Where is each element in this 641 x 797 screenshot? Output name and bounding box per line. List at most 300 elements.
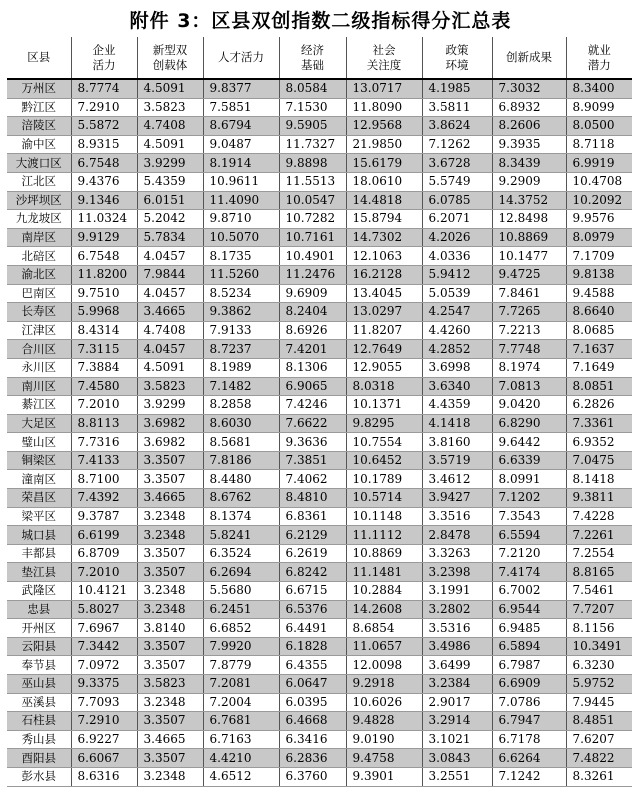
table-header-row xyxy=(7,37,632,80)
score-cell: 7.3115 xyxy=(71,340,137,359)
score-cell: 9.8898 xyxy=(279,154,346,173)
score-cell: 3.1991 xyxy=(422,582,492,601)
score-cell: 4.0457 xyxy=(137,340,203,359)
score-cell: 9.3935 xyxy=(492,135,566,154)
score-cell: 7.2010 xyxy=(71,563,137,582)
score-cell: 14.3752 xyxy=(492,191,566,210)
score-cell: 7.7748 xyxy=(492,340,566,359)
score-cell: 7.6967 xyxy=(71,619,137,638)
score-cell: 8.0851 xyxy=(566,377,632,396)
score-cell: 10.2884 xyxy=(346,582,422,601)
score-cell: 9.3811 xyxy=(566,489,632,508)
score-cell: 3.2348 xyxy=(137,526,203,545)
table-row xyxy=(7,712,632,731)
score-cell: 5.2042 xyxy=(137,210,203,229)
score-cell: 4.0457 xyxy=(137,247,203,266)
district-name-cell: 梁平区 xyxy=(7,507,71,526)
table-row xyxy=(7,544,632,563)
score-cell: 11.7327 xyxy=(279,135,346,154)
column-header xyxy=(346,37,422,80)
score-cell: 7.6622 xyxy=(279,414,346,433)
score-cell: 7.0972 xyxy=(71,656,137,675)
score-cell: 5.5872 xyxy=(71,117,137,136)
score-cell: 6.0395 xyxy=(279,693,346,712)
district-name-cell: 荣昌区 xyxy=(7,489,71,508)
score-cell: 11.5260 xyxy=(203,265,279,284)
score-cell: 8.6316 xyxy=(71,767,137,786)
score-cell: 6.6715 xyxy=(279,582,346,601)
score-cell: 10.7282 xyxy=(279,210,346,229)
district-name-cell: 合川区 xyxy=(7,340,71,359)
score-cell: 3.3507 xyxy=(137,544,203,563)
table-row xyxy=(7,749,632,768)
table-row xyxy=(7,507,632,526)
score-cell: 3.2398 xyxy=(422,563,492,582)
district-name-cell: 秀山县 xyxy=(7,730,71,749)
score-cell: 3.2348 xyxy=(137,582,203,601)
score-cell: 9.3636 xyxy=(279,433,346,452)
district-name-cell: 綦江区 xyxy=(7,396,71,415)
district-name-cell: 沙坪坝区 xyxy=(7,191,71,210)
score-cell: 7.3442 xyxy=(71,637,137,656)
score-cell: 8.2404 xyxy=(279,303,346,322)
score-cell: 13.4045 xyxy=(346,284,422,303)
score-cell: 5.9752 xyxy=(566,675,632,694)
score-cell: 8.1418 xyxy=(566,470,632,489)
score-cell: 8.4810 xyxy=(279,489,346,508)
score-cell: 11.1112 xyxy=(346,526,422,545)
district-name-cell: 北碚区 xyxy=(7,247,71,266)
score-cell: 8.5681 xyxy=(203,433,279,452)
score-cell: 8.0500 xyxy=(566,117,632,136)
table-row xyxy=(7,377,632,396)
score-cell: 8.7774 xyxy=(71,79,137,98)
column-header xyxy=(279,37,346,80)
score-cell: 9.6442 xyxy=(492,433,566,452)
table-row xyxy=(7,265,632,284)
score-cell: 3.2348 xyxy=(137,600,203,619)
score-cell: 8.9099 xyxy=(566,98,632,117)
table-row xyxy=(7,79,632,98)
table-row xyxy=(7,135,632,154)
score-cell: 6.6199 xyxy=(71,526,137,545)
score-cell: 6.2694 xyxy=(203,563,279,582)
score-cell: 6.4355 xyxy=(279,656,346,675)
score-cell: 11.8207 xyxy=(346,321,422,340)
score-cell: 3.2914 xyxy=(422,712,492,731)
score-cell: 9.5905 xyxy=(279,117,346,136)
score-cell: 8.1735 xyxy=(203,247,279,266)
table-row xyxy=(7,656,632,675)
table-row xyxy=(7,321,632,340)
score-cell: 8.8165 xyxy=(566,563,632,582)
score-cell: 6.7947 xyxy=(492,712,566,731)
table-row xyxy=(7,563,632,582)
score-cell: 7.0475 xyxy=(566,451,632,470)
score-cell: 3.5823 xyxy=(137,98,203,117)
score-cell: 7.1637 xyxy=(566,340,632,359)
score-cell: 3.9299 xyxy=(137,154,203,173)
score-cell: 4.5091 xyxy=(137,135,203,154)
score-cell: 3.4986 xyxy=(422,637,492,656)
score-cell: 15.6179 xyxy=(346,154,422,173)
score-cell: 3.3507 xyxy=(137,451,203,470)
score-cell: 7.1482 xyxy=(203,377,279,396)
column-header-line: 创新成果 xyxy=(506,50,552,64)
score-cell: 3.9427 xyxy=(422,489,492,508)
score-cell: 7.9920 xyxy=(203,637,279,656)
score-cell: 8.1156 xyxy=(566,619,632,638)
score-cell: 7.2081 xyxy=(203,675,279,694)
score-cell: 10.4901 xyxy=(279,247,346,266)
score-cell: 9.8138 xyxy=(566,265,632,284)
district-name-cell: 黔江区 xyxy=(7,98,71,117)
score-cell: 7.4822 xyxy=(566,749,632,768)
score-cell: 8.4314 xyxy=(71,321,137,340)
score-cell: 8.9315 xyxy=(71,135,137,154)
score-cell: 10.7554 xyxy=(346,433,422,452)
score-cell: 9.8295 xyxy=(346,414,422,433)
district-name-cell: 璧山区 xyxy=(7,433,71,452)
score-cell: 9.0487 xyxy=(203,135,279,154)
score-cell: 6.8242 xyxy=(279,563,346,582)
score-cell: 8.1374 xyxy=(203,507,279,526)
score-cell: 3.5719 xyxy=(422,451,492,470)
score-cell: 7.3543 xyxy=(492,507,566,526)
score-cell: 7.4174 xyxy=(492,563,566,582)
table-row xyxy=(7,340,632,359)
district-name-cell: 彭水县 xyxy=(7,767,71,786)
score-cell: 8.8113 xyxy=(71,414,137,433)
score-cell: 7.6207 xyxy=(566,730,632,749)
score-cell: 12.9568 xyxy=(346,117,422,136)
score-cell: 4.4359 xyxy=(422,396,492,415)
score-cell: 7.4246 xyxy=(279,396,346,415)
score-cell: 6.6909 xyxy=(492,675,566,694)
score-cell: 3.6340 xyxy=(422,377,492,396)
score-cell: 10.5714 xyxy=(346,489,422,508)
score-cell: 3.9299 xyxy=(137,396,203,415)
score-cell: 7.0813 xyxy=(492,377,566,396)
score-cell: 5.8241 xyxy=(203,526,279,545)
score-cell: 8.0991 xyxy=(492,470,566,489)
score-cell: 8.3400 xyxy=(566,79,632,98)
score-cell: 3.6499 xyxy=(422,656,492,675)
district-name-cell: 垫江县 xyxy=(7,563,71,582)
score-cell: 8.0685 xyxy=(566,321,632,340)
score-cell: 9.4588 xyxy=(566,284,632,303)
score-cell: 11.8200 xyxy=(71,265,137,284)
score-cell: 18.0610 xyxy=(346,172,422,191)
score-cell: 3.0843 xyxy=(422,749,492,768)
score-cell: 3.2551 xyxy=(422,767,492,786)
score-cell: 7.2554 xyxy=(566,544,632,563)
score-cell: 3.3507 xyxy=(137,637,203,656)
table-row xyxy=(7,451,632,470)
score-cell: 9.2909 xyxy=(492,172,566,191)
score-cell: 7.7207 xyxy=(566,600,632,619)
table-row xyxy=(7,98,632,117)
score-cell: 3.3507 xyxy=(137,749,203,768)
score-cell: 3.3507 xyxy=(137,656,203,675)
score-cell: 9.4376 xyxy=(71,172,137,191)
score-cell: 7.9445 xyxy=(566,693,632,712)
score-cell: 6.7548 xyxy=(71,247,137,266)
score-cell: 3.2348 xyxy=(137,693,203,712)
table-row xyxy=(7,433,632,452)
column-header-line: 经济 xyxy=(301,42,324,57)
score-cell: 6.2836 xyxy=(279,749,346,768)
score-cell: 12.8498 xyxy=(492,210,566,229)
score-cell: 10.3491 xyxy=(566,637,632,656)
score-cell: 8.1974 xyxy=(492,358,566,377)
district-name-cell: 九龙坡区 xyxy=(7,210,71,229)
score-cell: 9.8377 xyxy=(203,79,279,98)
score-cell: 7.2004 xyxy=(203,693,279,712)
district-name-cell: 开州区 xyxy=(7,619,71,638)
score-cell: 10.5070 xyxy=(203,228,279,247)
score-cell: 6.7163 xyxy=(203,730,279,749)
score-cell: 4.2547 xyxy=(422,303,492,322)
district-name-cell: 酉阳县 xyxy=(7,749,71,768)
score-cell: 8.0979 xyxy=(566,228,632,247)
score-cell: 9.9129 xyxy=(71,228,137,247)
score-cell: 3.4612 xyxy=(422,470,492,489)
score-cell: 7.9133 xyxy=(203,321,279,340)
score-cell: 5.5680 xyxy=(203,582,279,601)
score-cell: 7.1649 xyxy=(566,358,632,377)
score-cell: 7.4580 xyxy=(71,377,137,396)
score-cell: 6.7178 xyxy=(492,730,566,749)
score-cell: 8.4851 xyxy=(566,712,632,731)
district-name-cell: 石柱县 xyxy=(7,712,71,731)
score-cell: 7.0786 xyxy=(492,693,566,712)
score-cell: 3.3516 xyxy=(422,507,492,526)
score-cell: 6.6339 xyxy=(492,451,566,470)
score-cell: 8.6854 xyxy=(346,619,422,638)
score-cell: 6.7002 xyxy=(492,582,566,601)
column-header-line: 基础 xyxy=(301,57,324,72)
score-cell: 5.9412 xyxy=(422,265,492,284)
score-cell: 3.5316 xyxy=(422,619,492,638)
score-cell: 3.5823 xyxy=(137,377,203,396)
score-cell: 7.7093 xyxy=(71,693,137,712)
score-cell: 10.6452 xyxy=(346,451,422,470)
score-cell: 7.1709 xyxy=(566,247,632,266)
score-cell: 6.5376 xyxy=(279,600,346,619)
district-name-cell: 涪陵区 xyxy=(7,117,71,136)
score-cell: 6.7987 xyxy=(492,656,566,675)
score-cell: 7.3851 xyxy=(279,451,346,470)
column-header-line: 人才活力 xyxy=(218,50,264,64)
score-cell: 11.1481 xyxy=(346,563,422,582)
score-cell: 10.1789 xyxy=(346,470,422,489)
score-cell: 7.3361 xyxy=(566,414,632,433)
score-cell: 6.2451 xyxy=(203,600,279,619)
score-cell: 13.0717 xyxy=(346,79,422,98)
column-header-line: 创载体 xyxy=(152,57,188,72)
score-cell: 10.7161 xyxy=(279,228,346,247)
score-cell: 10.0547 xyxy=(279,191,346,210)
score-cell: 6.8709 xyxy=(71,544,137,563)
score-cell: 8.7237 xyxy=(203,340,279,359)
district-name-cell: 长寿区 xyxy=(7,303,71,322)
column-header xyxy=(492,37,566,80)
score-cell: 3.4665 xyxy=(137,730,203,749)
score-cell: 8.4480 xyxy=(203,470,279,489)
table-row xyxy=(7,582,632,601)
district-name-cell: 万州区 xyxy=(7,79,71,98)
score-cell: 3.3263 xyxy=(422,544,492,563)
score-cell: 11.0324 xyxy=(71,210,137,229)
table-row xyxy=(7,693,632,712)
score-cell: 9.3375 xyxy=(71,675,137,694)
table-row xyxy=(7,191,632,210)
score-cell: 6.8932 xyxy=(492,98,566,117)
score-cell: 7.2261 xyxy=(566,526,632,545)
score-cell: 6.7681 xyxy=(203,712,279,731)
district-name-cell: 巴南区 xyxy=(7,284,71,303)
score-cell: 4.2852 xyxy=(422,340,492,359)
district-name-cell: 云阳县 xyxy=(7,637,71,656)
district-name-cell: 奉节县 xyxy=(7,656,71,675)
score-cell: 12.9055 xyxy=(346,358,422,377)
column-header-line: 就业 xyxy=(587,42,611,57)
table-row xyxy=(7,117,632,136)
score-cell: 6.8361 xyxy=(279,507,346,526)
score-cell: 8.2858 xyxy=(203,396,279,415)
score-cell: 11.5513 xyxy=(279,172,346,191)
score-cell: 7.3032 xyxy=(492,79,566,98)
score-cell: 7.2120 xyxy=(492,544,566,563)
score-cell: 6.4491 xyxy=(279,619,346,638)
district-name-cell: 永川区 xyxy=(7,358,71,377)
score-cell: 6.0647 xyxy=(279,675,346,694)
score-cell: 6.6852 xyxy=(203,619,279,638)
column-header xyxy=(7,37,71,80)
score-cell: 8.6926 xyxy=(279,321,346,340)
score-cell: 9.9576 xyxy=(566,210,632,229)
score-cell: 8.6762 xyxy=(203,489,279,508)
score-cell: 4.7408 xyxy=(137,117,203,136)
score-cell: 6.0785 xyxy=(422,191,492,210)
table-row xyxy=(7,284,632,303)
score-cell: 8.6640 xyxy=(566,303,632,322)
score-cell: 9.7510 xyxy=(71,284,137,303)
score-cell: 8.3439 xyxy=(492,154,566,173)
score-cell: 10.1148 xyxy=(346,507,422,526)
score-cell: 8.3261 xyxy=(566,767,632,786)
score-cell: 9.3862 xyxy=(203,303,279,322)
column-header xyxy=(422,37,492,80)
table-row xyxy=(7,396,632,415)
score-cell: 3.4665 xyxy=(137,489,203,508)
score-cell: 6.7548 xyxy=(71,154,137,173)
score-cell: 10.8869 xyxy=(346,544,422,563)
score-cell: 6.6264 xyxy=(492,749,566,768)
score-cell: 5.8027 xyxy=(71,600,137,619)
score-cell: 8.2606 xyxy=(492,117,566,136)
score-cell: 6.1828 xyxy=(279,637,346,656)
score-cell: 15.8794 xyxy=(346,210,422,229)
score-cell: 3.5823 xyxy=(137,675,203,694)
district-name-cell: 潼南区 xyxy=(7,470,71,489)
score-cell: 8.1306 xyxy=(279,358,346,377)
score-cell: 3.3507 xyxy=(137,712,203,731)
score-cell: 6.6067 xyxy=(71,749,137,768)
column-header-line: 政策 xyxy=(445,42,469,57)
score-cell: 7.1530 xyxy=(279,98,346,117)
score-cell: 4.2026 xyxy=(422,228,492,247)
score-cell: 7.4228 xyxy=(566,507,632,526)
score-cell: 12.0098 xyxy=(346,656,422,675)
score-cell: 8.6030 xyxy=(203,414,279,433)
score-cell: 4.0336 xyxy=(422,247,492,266)
score-cell: 6.4668 xyxy=(279,712,346,731)
table-row xyxy=(7,675,632,694)
score-cell: 6.2826 xyxy=(566,396,632,415)
score-cell: 7.1242 xyxy=(492,767,566,786)
table-body xyxy=(7,79,632,786)
district-name-cell: 大足区 xyxy=(7,414,71,433)
score-cell: 7.3884 xyxy=(71,358,137,377)
score-cell: 10.8869 xyxy=(492,228,566,247)
score-cell: 3.2802 xyxy=(422,600,492,619)
table-row xyxy=(7,210,632,229)
score-cell: 9.4828 xyxy=(346,712,422,731)
score-cell: 6.0151 xyxy=(137,191,203,210)
score-cell: 3.8624 xyxy=(422,117,492,136)
score-cell: 9.0190 xyxy=(346,730,422,749)
table-row xyxy=(7,358,632,377)
score-cell: 9.3901 xyxy=(346,767,422,786)
score-cell: 10.9611 xyxy=(203,172,279,191)
district-name-cell: 江北区 xyxy=(7,172,71,191)
score-cell: 11.0657 xyxy=(346,637,422,656)
score-cell: 12.1063 xyxy=(346,247,422,266)
score-cell: 11.2476 xyxy=(279,265,346,284)
score-cell: 8.0318 xyxy=(346,377,422,396)
score-cell: 9.4758 xyxy=(346,749,422,768)
score-cell: 8.7100 xyxy=(71,470,137,489)
score-cell: 9.6909 xyxy=(279,284,346,303)
score-cell: 10.6026 xyxy=(346,693,422,712)
score-cell: 6.9485 xyxy=(492,619,566,638)
score-cell: 7.4392 xyxy=(71,489,137,508)
score-cell: 8.1989 xyxy=(203,358,279,377)
score-cell: 14.7302 xyxy=(346,228,422,247)
score-cell: 7.2910 xyxy=(71,712,137,731)
column-header-line: 潜力 xyxy=(587,57,611,72)
district-name-cell: 南川区 xyxy=(7,377,71,396)
score-cell: 7.2910 xyxy=(71,98,137,117)
score-cell: 10.1477 xyxy=(492,247,566,266)
score-cell: 7.5461 xyxy=(566,582,632,601)
score-cell: 4.5091 xyxy=(137,358,203,377)
score-cell: 3.6982 xyxy=(137,433,203,452)
score-cell: 9.3787 xyxy=(71,507,137,526)
score-cell: 14.2608 xyxy=(346,600,422,619)
table-row xyxy=(7,414,632,433)
table-row xyxy=(7,600,632,619)
score-cell: 5.4359 xyxy=(137,172,203,191)
score-cell: 3.3507 xyxy=(137,563,203,582)
score-cell: 7.4133 xyxy=(71,451,137,470)
table-row xyxy=(7,154,632,173)
score-cell: 3.1021 xyxy=(422,730,492,749)
score-cell: 7.8186 xyxy=(203,451,279,470)
score-cell: 10.1371 xyxy=(346,396,422,415)
